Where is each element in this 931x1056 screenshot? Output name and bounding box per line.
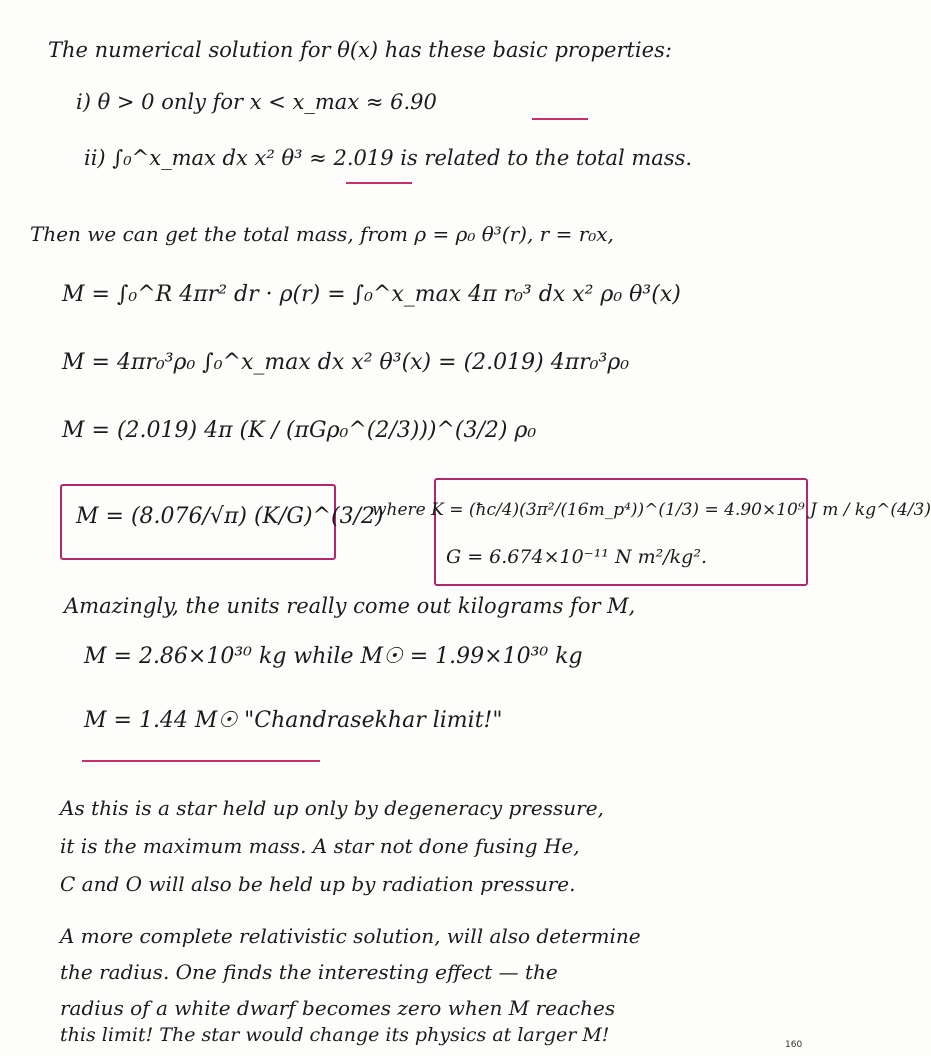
paragraph-line-5: the radius. One finds the interesting effect — the — [60, 960, 558, 984]
paragraph-line-6: radius of a white dwarf becomes zero when M reaches — [60, 996, 616, 1020]
page-number: 160 — [785, 1040, 803, 1050]
constants-box — [434, 478, 808, 586]
paragraph-line-7: this limit! The star would change its physics at larger M! — [60, 1024, 610, 1046]
paragraph-line-1: As this is a star held up only by degeneracy pressure, — [60, 796, 604, 820]
underline-chandrasekhar — [82, 760, 320, 762]
paragraph-line-4: A more complete relativistic solution, will also determine — [60, 924, 641, 948]
line-property-2: ii) ∫₀^x_max dx x² θ³ ≈ 2.019 is related to the total mass. — [84, 146, 693, 170]
line-total-mass-setup: Then we can get the total mass, from ρ = ρ₀ θ³(r), r = r₀x, — [30, 222, 614, 246]
equation-mass-with-k: M = (2.019) 4π (K / (πGρ₀^(2/3)))^(3/2) ρ₀ — [62, 418, 537, 443]
equation-chandrasekhar: M = 1.44 M☉ "Chandrasekhar limit!" — [84, 708, 503, 733]
underline-2-019 — [346, 182, 412, 184]
constant-g: G = 6.674×10⁻¹¹ N m²/kg². — [446, 546, 707, 568]
underline-6-90 — [532, 118, 588, 120]
line-property-1: i) θ > 0 only for x < x_max ≈ 6.90 — [76, 90, 437, 114]
paragraph-line-2: it is the maximum mass. A star not done fusing He, — [60, 834, 580, 858]
equation-mass-simplified: M = 4πr₀³ρ₀ ∫₀^x_max dx x² θ³(x) = (2.019) 4πr₀³ρ₀ — [62, 350, 630, 375]
line-units: Amazingly, the units really come out kilograms for M, — [64, 594, 636, 618]
equation-mass-integral: M = ∫₀^R 4πr² dr · ρ(r) = ∫₀^x_max 4π r₀³ dx x² ρ₀ θ³(x) — [62, 282, 681, 307]
equation-mass-kg: M = 2.86×10³⁰ kg while M☉ = 1.99×10³⁰ kg — [84, 644, 583, 669]
paragraph-line-3: C and O will also be held up by radiation pressure. — [60, 872, 576, 896]
equation-mass-result: M = (8.076/√π) (K/G)^(3/2) — [76, 504, 384, 529]
constant-k: where K = (ħc/4)(3π²/(16m_p⁴))^(1/3) = 4.90×10⁹ J m / kg^(4/3) — [372, 500, 931, 520]
line-intro: The numerical solution for θ(x) has these basic properties: — [48, 38, 672, 62]
